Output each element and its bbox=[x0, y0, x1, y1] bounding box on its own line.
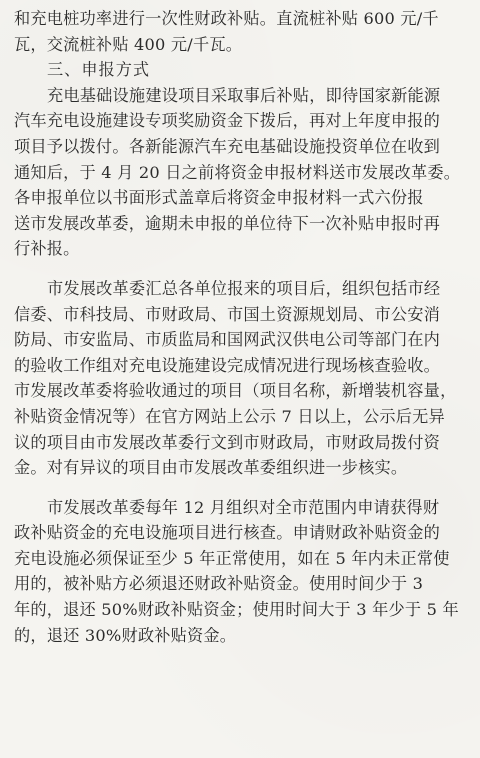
text-line: 补贴资金情况等）在官方网站上公示 7 日以上，公示后无异 bbox=[14, 406, 445, 426]
paragraph-start: 市发展改革委每年 12 月组织对全市范围内申请获得财 bbox=[47, 497, 440, 517]
text-line: 市发展改革委将验收通过的项目（项目名称，新增装机容量， bbox=[14, 381, 457, 401]
text-line: 和充电桩功率进行一次性财政补贴。直流桩补贴 600 元/千 bbox=[14, 9, 439, 28]
text-line: 议的项目由市发展改革委行文到市财政局，市财政局拨付资 bbox=[14, 432, 441, 452]
text-line: 金。对有异议的项目由市发展改革委组织进一步核实。 bbox=[14, 458, 408, 478]
text-line: 送市发展改革委，逾期未申报的单位待下一次补贴申报时再 bbox=[14, 213, 441, 233]
text-line: 汽车充电设施建设专项奖励资金下拨后，再对上年度申报的 bbox=[14, 111, 441, 131]
text-line: 用的，被补贴方必须退还财政补贴资金。使用时间少于 3 bbox=[14, 574, 424, 594]
text-line: 信委、市科技局、市财政局、市国土资源规划局、市公安消 bbox=[14, 304, 441, 324]
section-heading: 三、申报方式 bbox=[47, 60, 151, 80]
text-line: 通知后，于 4 月 20 日之前将资金申报材料送市发展改革委。 bbox=[14, 162, 461, 182]
paragraph-start: 市发展改革委汇总各单位报来的项目后，组织包括市经 bbox=[47, 278, 441, 298]
paragraph-start: 充电基础设施建设项目采取事后补贴，即待国家新能源 bbox=[47, 85, 441, 105]
text-line: 项目予以拨付。各新能源汽车充电基础设施投资单位在收到 bbox=[14, 136, 441, 156]
text-line: 政补贴资金的充电设施项目进行核查。申请财政补贴资金的 bbox=[14, 523, 441, 543]
text-line: 瓦，交流桩补贴 400 元/千瓦。 bbox=[14, 34, 243, 54]
text-line: 的验收工作组对充电设施建设完成情况进行现场核查验收。 bbox=[14, 355, 441, 375]
text-line: 各申报单位以书面形式盖章后将资金申报材料一式六份报 bbox=[14, 188, 424, 208]
text-line: 防局、市安监局、市质监局和国网武汉供电公司等部门在内 bbox=[14, 330, 441, 350]
text-line: 的，退还 30%财政补贴资金。 bbox=[14, 625, 237, 645]
text-line: 行补报。 bbox=[14, 239, 80, 259]
text-line: 充电设施必须保证至少 5 年正常使用，如在 5 年内未正常使 bbox=[14, 548, 450, 568]
text-line: 年的，退还 50%财政补贴资金；使用时间大于 3 年少于 5 年 bbox=[14, 600, 459, 620]
